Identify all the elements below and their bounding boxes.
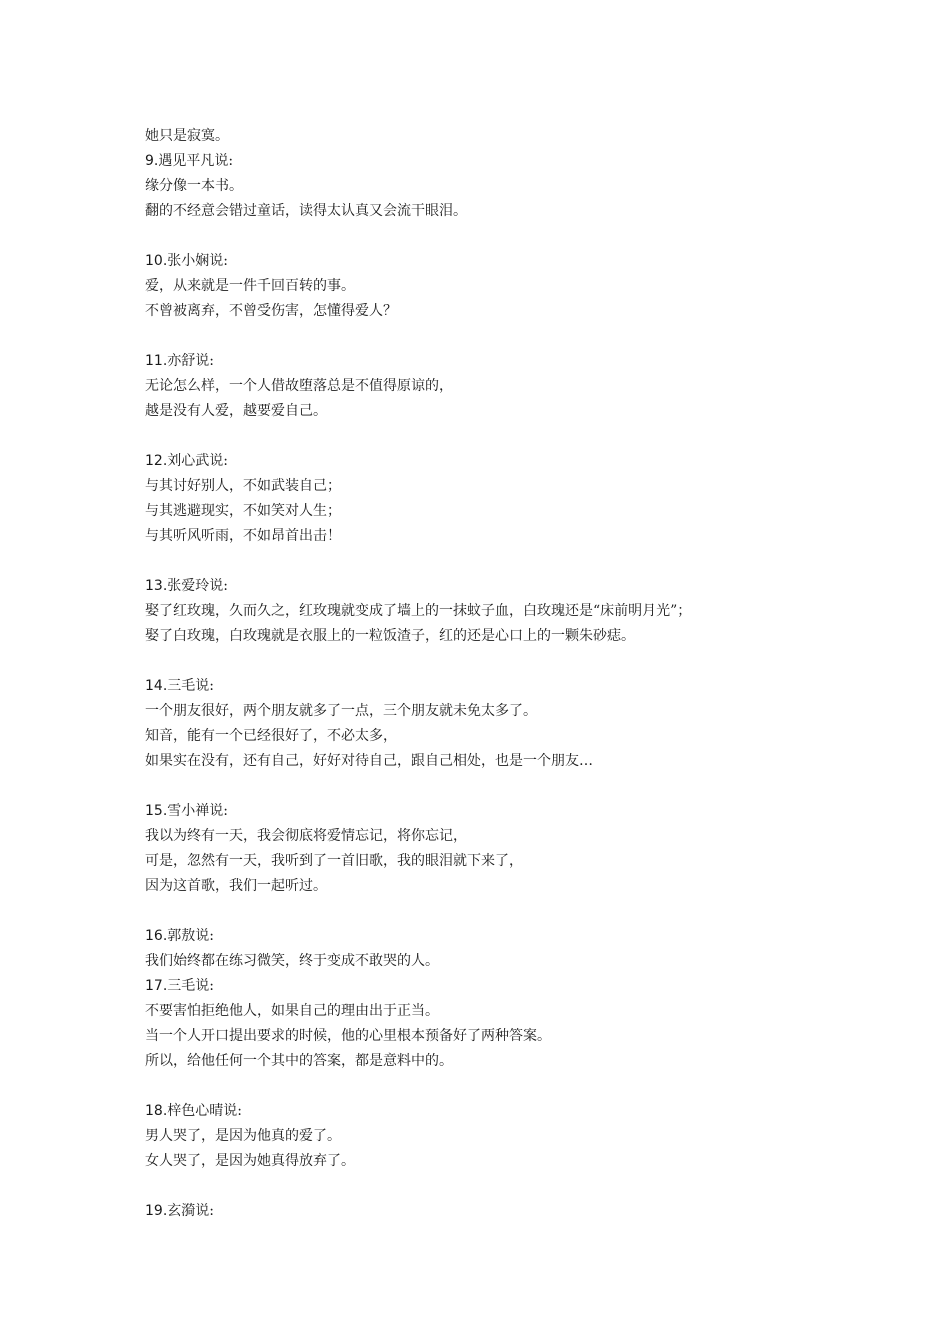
quote-text-line: 男人哭了，是因为他真的爱了。 (145, 1128, 341, 1144)
quote-speaker: 玄漪说: (167, 1203, 214, 1219)
paragraph-spacer (145, 424, 935, 449)
quote-speaker: 郭敖说: (167, 928, 214, 944)
quote-number: 17. (145, 978, 168, 994)
quote-text-line: 与其讨好别人，不如武装自己； (145, 478, 341, 494)
quote-text-line: 无论怎么样，一个人借故堕落总是不值得原谅的， (145, 378, 453, 394)
quote-speaker: 雪小禅说: (167, 803, 228, 819)
quote-speaker: 遇见平凡说: (158, 153, 234, 169)
quote-text-line: 爱，从来就是一件千回百转的事。 (145, 278, 355, 294)
paragraph-spacer (145, 1074, 935, 1099)
paragraph-spacer (145, 324, 935, 349)
quote-heading (145, 974, 935, 999)
quote-number: 18. (145, 1103, 168, 1119)
quote-heading (145, 249, 935, 274)
quote-heading (145, 1199, 935, 1224)
quote-text-line: 我们始终都在练习微笑，终于变成不敢哭的人。 (145, 953, 439, 969)
quote-number: 9. (145, 153, 159, 169)
quote-text-line: 如果实在没有，还有自己，好好对待自己，跟自己相处，也是一个朋友… (145, 753, 593, 769)
quote-text-line: 我以为终有一天，我会彻底将爱情忘记，将你忘记， (145, 828, 467, 844)
paragraph-spacer (145, 899, 935, 924)
quote-text-line: 当一个人开口提出要求的时候，他的心里根本预备好了两种答案。 (145, 1028, 551, 1044)
quote-text-line: 不要害怕拒绝他人，如果自己的理由出于正当。 (145, 1003, 439, 1019)
quote-text-line: 不曾被离弃，不曾受伤害，怎懂得爱人？ (145, 303, 397, 319)
paragraph-spacer (145, 224, 935, 249)
quote-speaker: 梓色心晴说: (167, 1103, 242, 1119)
quote-text-line: 女人哭了，是因为她真得放弃了。 (145, 1153, 355, 1169)
quote-text-line: 翻的不经意会错过童话，读得太认真又会流干眼泪。 (145, 203, 467, 219)
quote-heading (145, 449, 935, 474)
quote-heading (145, 924, 935, 949)
quote-heading (145, 799, 935, 824)
quote-text-line: 因为这首歌，我们一起听过。 (145, 878, 327, 894)
quote-number: 15. (145, 803, 168, 819)
quote-number: 12. (145, 453, 168, 469)
quote-speaker: 亦舒说: (167, 353, 214, 369)
quote-text-line: 她只是寂寞。 (145, 128, 229, 144)
quote-text-line: 与其听风听雨，不如昂首出击！ (145, 528, 341, 544)
quote-speaker: 三毛说: (167, 678, 214, 694)
quote-number: 11. (145, 353, 168, 369)
quote-text-line: 越是没有人爱，越要爱自己。 (145, 403, 327, 419)
quote-text-line: 可是，忽然有一天，我听到了一首旧歌，我的眼泪就下来了， (145, 853, 523, 869)
quote-heading (145, 149, 935, 174)
paragraph-spacer (145, 649, 935, 674)
quote-text-line: 缘分像一本书。 (145, 178, 243, 194)
quote-speaker: 刘心武说: (167, 453, 228, 469)
quote-number: 19. (145, 1203, 168, 1219)
quote-text-line: 与其逃避现实，不如笑对人生； (145, 503, 341, 519)
quote-text-line: 一个朋友很好，两个朋友就多了一点，三个朋友就未免太多了。 (145, 703, 537, 719)
document-page (145, 124, 935, 1224)
paragraph-spacer (145, 774, 935, 799)
quote-number: 14. (145, 678, 168, 694)
quote-speaker: 张小娴说: (167, 253, 228, 269)
quote-number: 10. (145, 253, 168, 269)
quote-text-line: 知音，能有一个已经很好了，不必太多， (145, 728, 397, 744)
quote-heading (145, 1099, 935, 1124)
quote-text-line: 娶了红玫瑰，久而久之，红玫瑰就变成了墙上的一抹蚊子血，白玫瑰还是“床前明月光”； (145, 603, 692, 619)
quote-heading (145, 574, 935, 599)
quote-number: 13. (145, 578, 168, 594)
quote-heading (145, 349, 935, 374)
quote-text-line: 娶了白玫瑰，白玫瑰就是衣服上的一粒饭渣子，红的还是心口上的一颗朱砂痣。 (145, 628, 635, 644)
quote-number: 16. (145, 928, 168, 944)
paragraph-spacer (145, 1174, 935, 1199)
quote-text-line: 所以，给他任何一个其中的答案，都是意料中的。 (145, 1053, 453, 1069)
quote-heading (145, 674, 935, 699)
paragraph-spacer (145, 549, 935, 574)
quote-speaker: 三毛说: (167, 978, 214, 994)
quote-speaker: 张爱玲说: (167, 578, 228, 594)
